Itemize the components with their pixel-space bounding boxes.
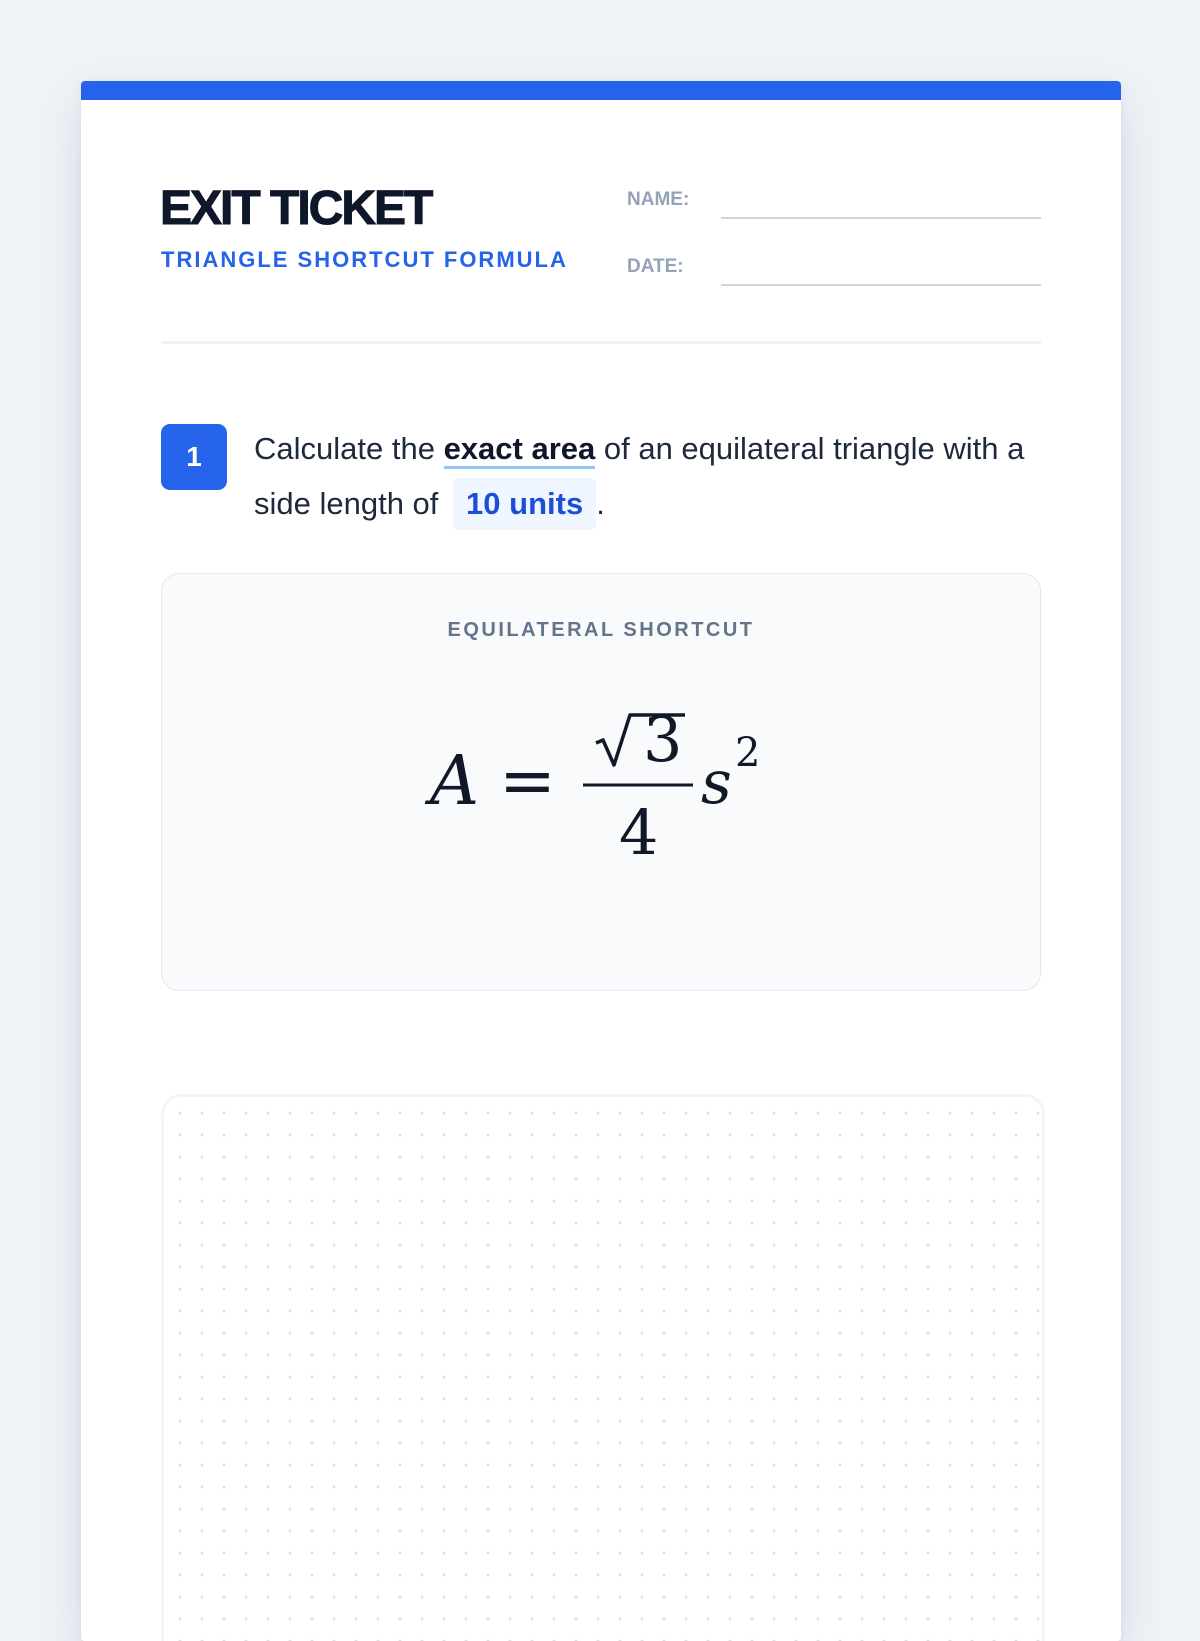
formula-exponent: 2 [735, 730, 761, 776]
exit-ticket-card [81, 81, 1121, 1641]
question-text-before: Calculate the [254, 431, 444, 466]
question-text-after: . [596, 486, 605, 521]
formula-variable: s [701, 748, 732, 818]
date-field[interactable] [721, 284, 1041, 286]
question-text-middle: of an equilateral triangle with a side length of [254, 431, 1025, 521]
page-subtitle: TRIANGLE SHORTCUT FORMULA [161, 247, 568, 272]
date-label: DATE: [627, 256, 684, 277]
side-length-value: 10 units [453, 478, 596, 530]
formula-box [161, 573, 1041, 991]
question-text [254, 421, 1054, 531]
name-label: NAME: [627, 189, 690, 210]
formula-label: EQUILATERAL SHORTCUT [447, 619, 755, 641]
formula [162, 684, 1040, 884]
formula-radicand: 3 [643, 703, 683, 776]
question-emphasis: exact area [444, 431, 596, 469]
accent-top-bar [81, 81, 1121, 100]
header-divider [161, 341, 1041, 344]
formula-equals: = [499, 742, 556, 821]
page-title: EXIT TICKET [160, 182, 432, 235]
name-field[interactable] [721, 217, 1041, 219]
formula-denominator: 4 [619, 796, 659, 869]
work-area[interactable] [161, 1094, 1045, 1641]
formula-lhs: A [430, 742, 480, 821]
question-number-badge: 1 [161, 424, 227, 490]
